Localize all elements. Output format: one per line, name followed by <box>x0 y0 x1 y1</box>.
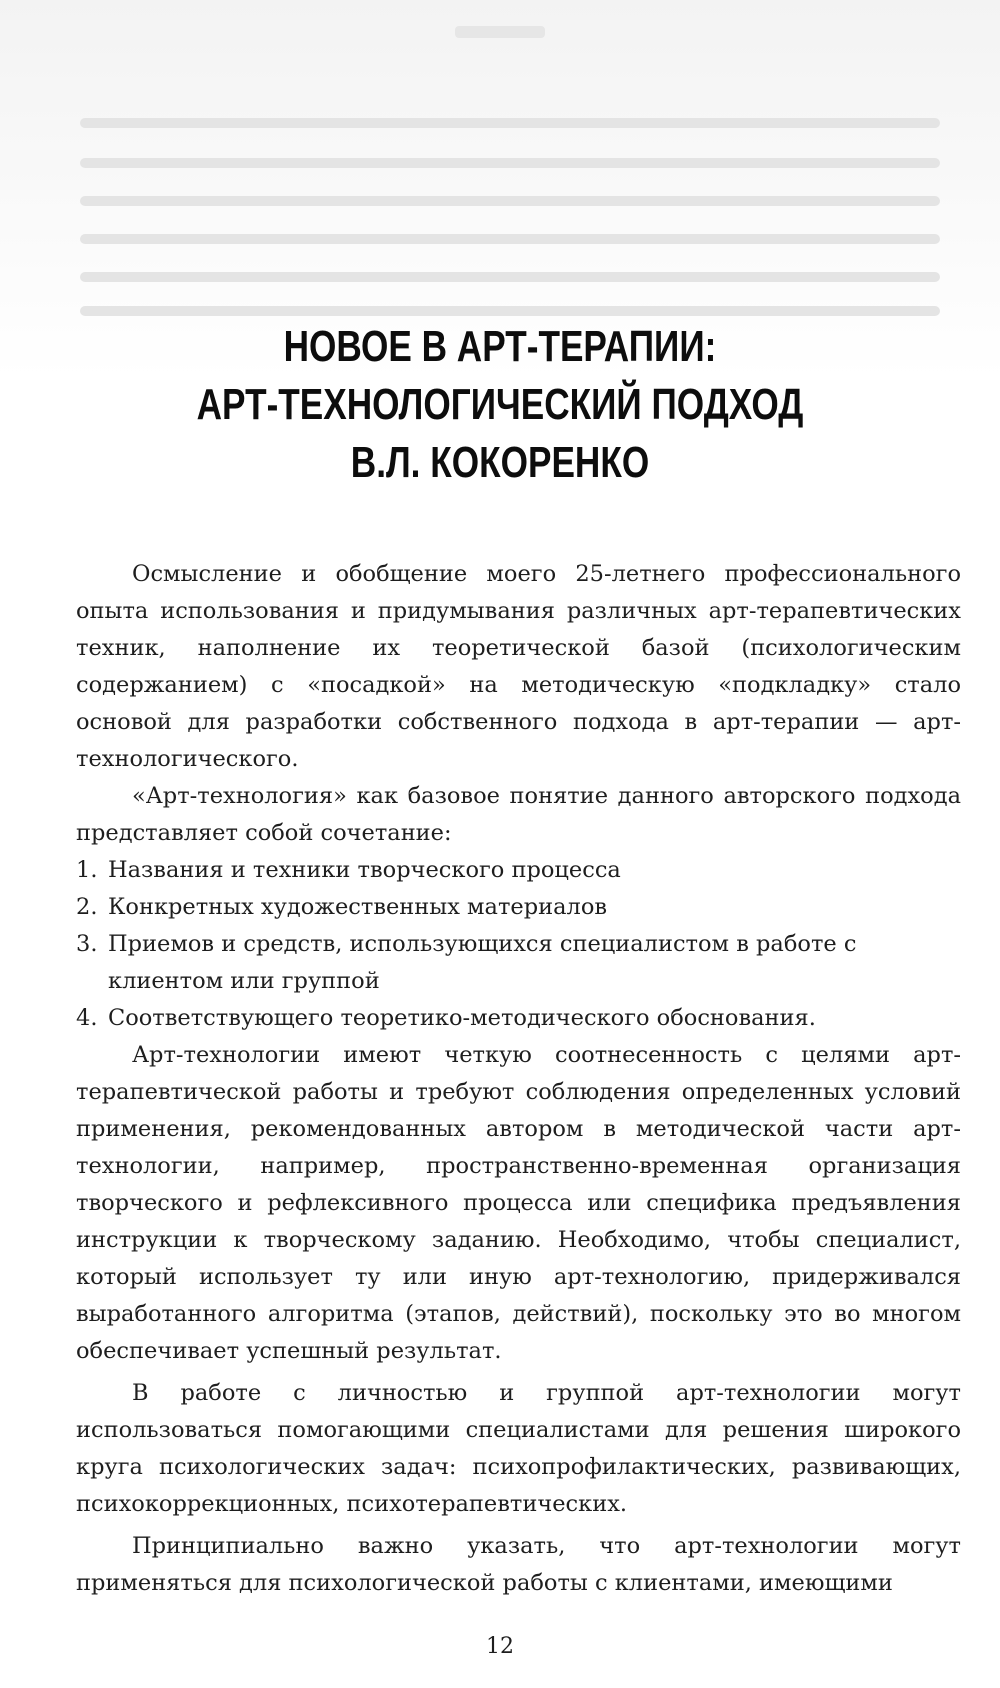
faded-running-header <box>455 26 545 38</box>
list-number: 4. <box>76 1005 98 1031</box>
paragraph: В работе с личностью и группой арт-технологии могут использоваться помогающими специалистами для решения широкого круга психологических задач: психопрофилактических, развивающих, психокоррекционных, психотерапевтических. <box>76 1380 961 1517</box>
faded-line <box>80 118 940 128</box>
list-item <box>76 852 961 889</box>
list-number: 3. <box>76 931 98 957</box>
paragraph: Осмысление и обобщение моего 25-летнего профессионального опыта использования и придумывания различных арт-терапевтических техник, наполнение их теоретической базой (психологическим содержанием) с «посадкой» на методическую «подкладку» стало основой для разработки собственного подхода в арт-терапии — арт-технологического. <box>76 561 961 772</box>
body-text <box>76 556 961 1602</box>
list-item-text: Конкретных художественных материалов <box>108 894 608 920</box>
title-line-1: НОВОЕ В АРТ-ТЕРАПИИ: <box>283 322 717 371</box>
paragraph: «Арт-технология» как базовое понятие данного авторского подхода представляет собой сочетание: <box>76 783 961 846</box>
paragraph: Арт-технологии имеют четкую соотнесенность с целями арт-терапевтической работы и требуют соблюдения определенных условий применения, рекомендованных автором в методической части арт-технологии, например, пространственно-временная организация творческого и рефлексивного процесса или специфика предъявления инструкции к творческому заданию. Необходимо, чтобы специалист, который использует ту или иную арт-технологию, придерживался выработанного алгоритма (этапов, действий), поскольку это во многом обеспечивает успешный результат. <box>76 1042 961 1364</box>
list-item <box>76 1000 961 1037</box>
faded-line <box>80 272 940 282</box>
faded-line <box>80 306 940 316</box>
list-number: 2. <box>76 894 98 920</box>
faded-line <box>80 158 940 168</box>
list-item-text: Соответствующего теоретико-методического обоснования. <box>108 1005 816 1031</box>
chapter-title <box>100 318 900 492</box>
faded-line <box>80 196 940 206</box>
faded-line <box>80 234 940 244</box>
list-item-text: Названия и техники творческого процесса <box>108 857 621 883</box>
title-line-2: АРТ-ТЕХНОЛОГИЧЕСКИЙ ПОДХОД <box>196 380 804 429</box>
list-item-text: Приемов и средств, использующихся специалистом в работе с клиентом или группой <box>108 931 857 994</box>
numbered-list <box>76 852 961 1037</box>
list-item <box>76 926 961 1000</box>
list-item <box>76 889 961 926</box>
title-author: В.Л. КОКОРЕНКО <box>350 438 650 487</box>
list-number: 1. <box>76 857 98 883</box>
page-number: 12 <box>486 1634 514 1659</box>
paragraph: Принципиально важно указать, что арт-технологии могут применяться для психологической работы с клиентами, имеющими <box>76 1533 961 1596</box>
